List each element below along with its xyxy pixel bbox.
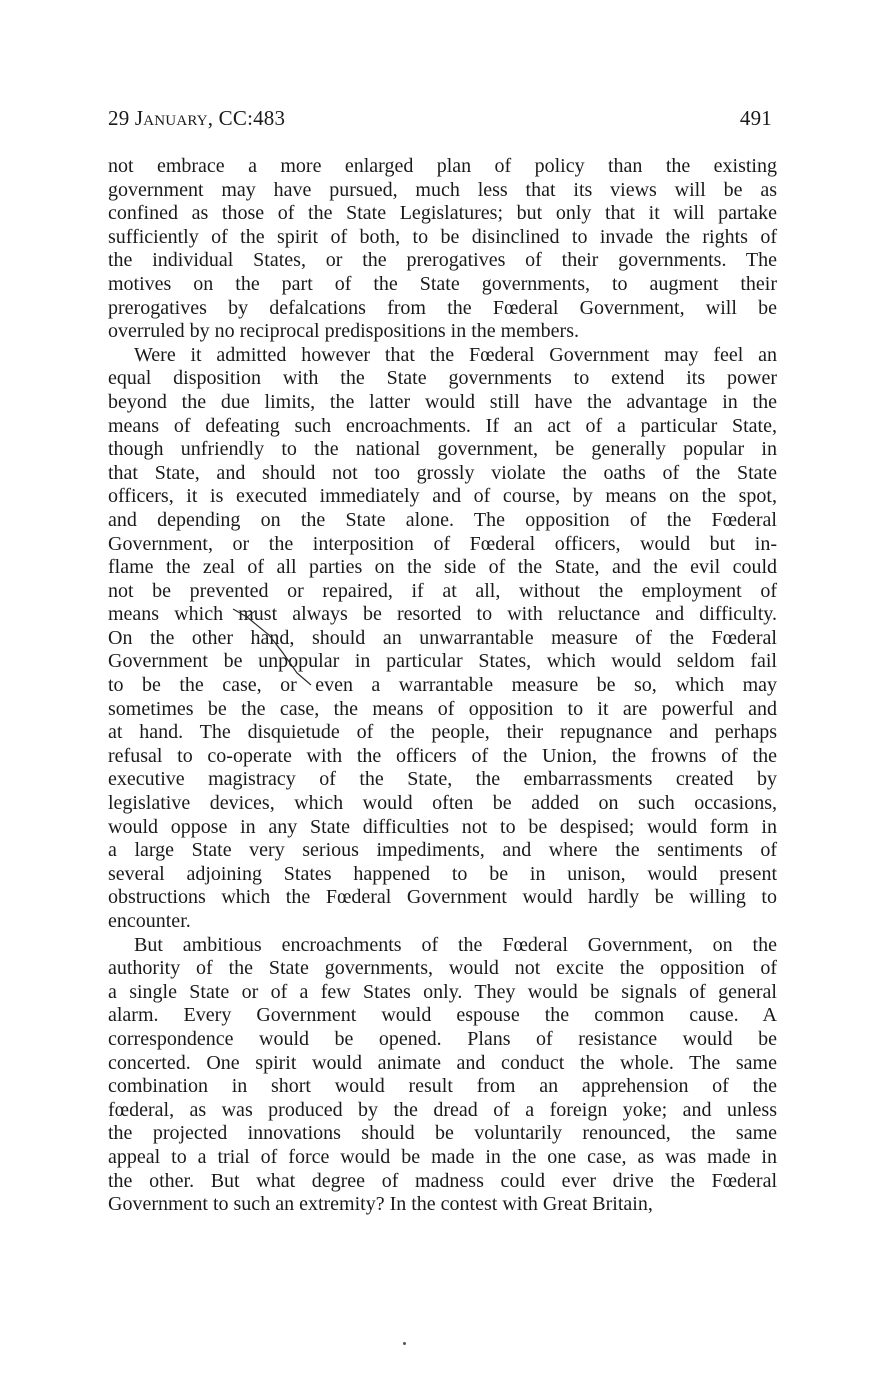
text-line: legislative devices, which would often be added on such occasions, bbox=[108, 792, 777, 815]
text-line: appeal to a trial of force would be made in the one case, as was made in bbox=[108, 1145, 777, 1168]
header-section-reference: 29 January, CC:483 bbox=[108, 106, 286, 130]
text-line: the other. But what degree of madness could ever drive the Fœderal bbox=[108, 1169, 777, 1192]
text-line: correspondence would be opened. Plans of resistance would be bbox=[108, 1027, 777, 1050]
text-line: the individual States, or the prerogatives of their governments. The bbox=[108, 249, 777, 272]
paragraph bbox=[108, 155, 777, 344]
text-line: not embrace a more enlarged plan of policy than the existing bbox=[108, 155, 777, 177]
text-line: sufficiently of the spirit of both, to be disinclined to invade the rights of bbox=[108, 225, 777, 248]
text-line: overruled by no reciprocal predispositions in the members. bbox=[108, 320, 579, 343]
text-line: government may have pursued, much less that its views will be as bbox=[108, 178, 777, 201]
text-line: authority of the State governments, would not excite the opposition of bbox=[108, 957, 777, 980]
text-line: equal disposition with the State governments to extend its power bbox=[108, 367, 777, 390]
body-text bbox=[108, 155, 777, 1217]
text-line: a large State very serious impediments, and where the sentiments of bbox=[108, 839, 777, 862]
text-line: fœderal, as was produced by the dread of a foreign yoke; and unless bbox=[108, 1098, 777, 1121]
text-line: executive magistracy of the State, the embarrassments created by bbox=[108, 768, 777, 791]
text-line: Government to such an extremity? In the contest with Great Britain, bbox=[108, 1193, 653, 1216]
text-line: encounter. bbox=[108, 910, 191, 932]
text-line: alarm. Every Government would espouse the common cause. A bbox=[108, 1004, 777, 1027]
text-line: at hand. The disquietude of the people, their repugnance and perhaps bbox=[108, 721, 777, 744]
text-line: Government be unpopular in particular States, which would seldom fail bbox=[108, 650, 777, 673]
text-line: obstructions which the Fœderal Government would hardly be willing to bbox=[108, 886, 777, 909]
text-line: flame the zeal of all parties on the side of the State, and the evil could bbox=[108, 556, 777, 579]
text-line: to be the case, or even a warrantable measure be so, which may bbox=[108, 674, 777, 697]
paragraph bbox=[108, 344, 777, 934]
text-line: Were it admitted however that the Fœderal Government may feel an bbox=[134, 343, 777, 366]
running-header bbox=[108, 106, 772, 136]
text-line: would oppose in any State difficulties not to be despised; would form in bbox=[108, 815, 777, 838]
page-number: 491 bbox=[739, 106, 772, 130]
text-line: combination in short would result from an apprehension of the bbox=[108, 1075, 777, 1098]
text-line: several adjoining States happened to be in unison, would present bbox=[108, 862, 777, 885]
text-line: sometimes be the case, the means of opposition to it are powerful and bbox=[108, 697, 777, 720]
text-line: means which must always be resorted to with reluctance and difficulty. bbox=[108, 603, 777, 626]
text-line: officers, it is executed immediately and of course, by means on the spot, bbox=[108, 485, 777, 508]
text-line: confined as those of the State Legislatures; but only that it will partake bbox=[108, 202, 777, 225]
text-line: motives on the part of the State governments, to augment their bbox=[108, 272, 777, 295]
page-speck bbox=[403, 1342, 406, 1345]
text-line: Government, or the interposition of Fœderal officers, would but in- bbox=[108, 532, 777, 555]
text-line: prerogatives by defalcations from the Fœderal Government, will be bbox=[108, 296, 777, 319]
text-line: and depending on the State alone. The opposition of the Fœderal bbox=[108, 508, 777, 531]
paragraph bbox=[108, 934, 777, 1217]
text-line: beyond the due limits, the latter would still have the advantage in the bbox=[108, 390, 777, 413]
text-line: not be prevented or repaired, if at all, without the employment of bbox=[108, 579, 777, 602]
text-line: a single State or of a few States only. They would be signals of general bbox=[108, 980, 777, 1003]
text-line: On the other hand, should an unwarrantable measure of the Fœderal bbox=[108, 626, 777, 649]
text-line: that State, and should not too grossly violate the oaths of the State bbox=[108, 461, 777, 484]
text-line: But ambitious encroachments of the Fœderal Government, on the bbox=[134, 933, 777, 956]
text-line: means of defeating such encroachments. If an act of a particular State, bbox=[108, 414, 777, 437]
text-line: refusal to co-operate with the officers of the Union, the frowns of the bbox=[108, 744, 777, 767]
text-line: concerted. One spirit would animate and conduct the whole. The same bbox=[108, 1051, 777, 1074]
text-line: the projected innovations should be voluntarily renounced, the same bbox=[108, 1122, 777, 1145]
text-line: though unfriendly to the national government, be generally popular in bbox=[108, 438, 777, 461]
